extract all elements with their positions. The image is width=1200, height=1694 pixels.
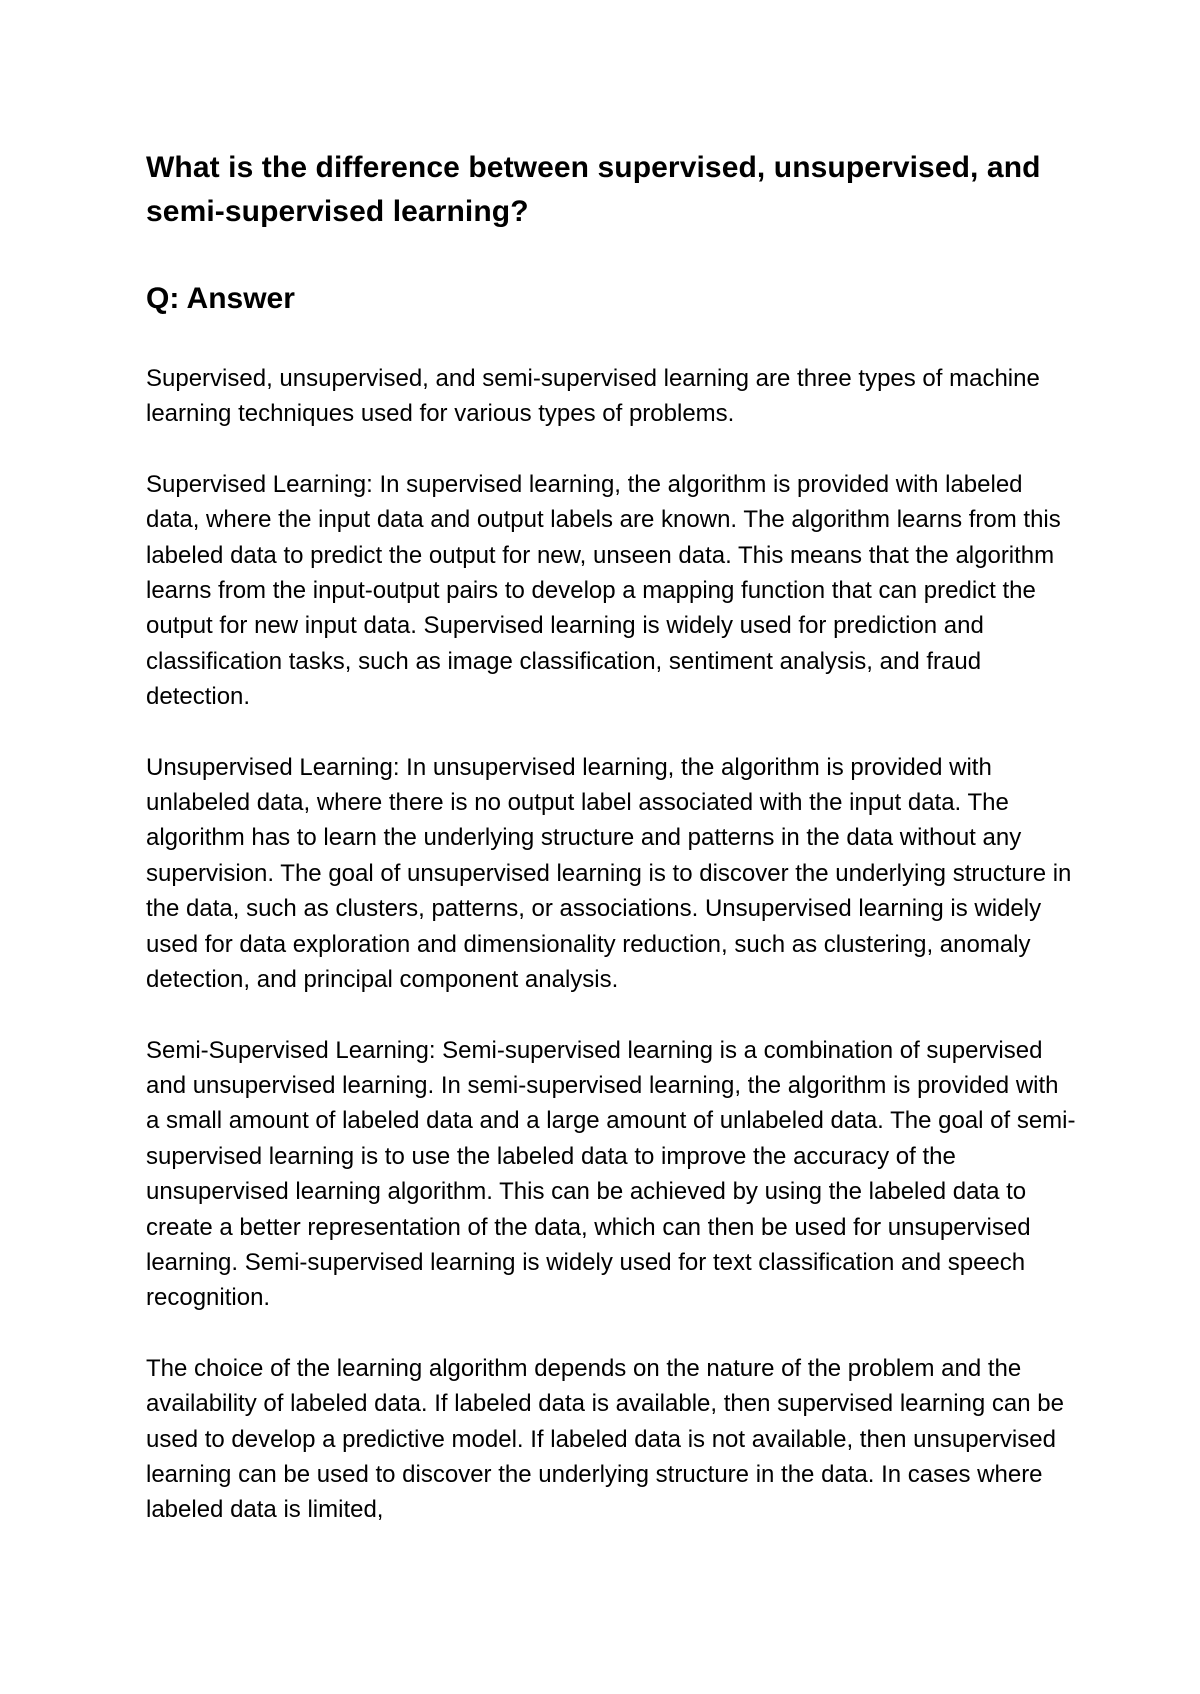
semi-supervised-paragraph: Semi-Supervised Learning: Semi-supervised learning is a combination of supervised and unsupervised learning. In semi-supervised learning, the algorithm is provided with a small amount of labeled data and a large amount of unlabeled data. The goal of semi-supervised learning is to use the labeled data to improve the accuracy of the unsupervised learning algorithm. This can be achieved by using the labeled data to create a better representation of the data, which can then be used for unsupervised learning. Semi-supervised learning is widely used for text classification and speech recognition. (146, 1036, 1076, 1312)
supervised-paragraph: Supervised Learning: In supervised learning, the algorithm is provided with labeled data, where the input data and output labels are known. The algorithm learns from this labeled data to predict the output for new, unseen data. This means that the algorithm learns from the input-output pairs to develop a mapping function that can predict the output for new input data. Supervised learning is widely used for prediction and classification tasks, such as image classification, sentiment analysis, and fraud detection. (146, 470, 1061, 711)
conclusion-paragraph: The choice of the learning algorithm depends on the nature of the problem and the availability of labeled data. If labeled data is available, then supervised learning can be used to develop a predictive model. If labeled data is not available, then unsupervised learning can be used to discover the underlying structure in the data. In cases where labeled data is limited, (146, 1354, 1064, 1524)
answer-heading: Q: Answer (146, 282, 295, 315)
unsupervised-paragraph: Unsupervised Learning: In unsupervised learning, the algorithm is provided with unlabeled data, where there is no output label associated with the input data. The algorithm has to learn the underlying structure and patterns in the data without any supervision. The goal of unsupervised learning is to discover the underlying structure in the data, such as clusters, patterns, or associations. Unsupervised learning is widely used for data exploration and dimensionality reduction, such as clustering, anomaly detection, and principal component analysis. (146, 753, 1072, 994)
document-content (146, 146, 1076, 1528)
intro-paragraph: Supervised, unsupervised, and semi-supervised learning are three types of machine learning techniques used for various types of problems. (146, 365, 1040, 428)
document-title: What is the difference between supervised, unsupervised, and semi-supervised learning? (146, 151, 1041, 228)
